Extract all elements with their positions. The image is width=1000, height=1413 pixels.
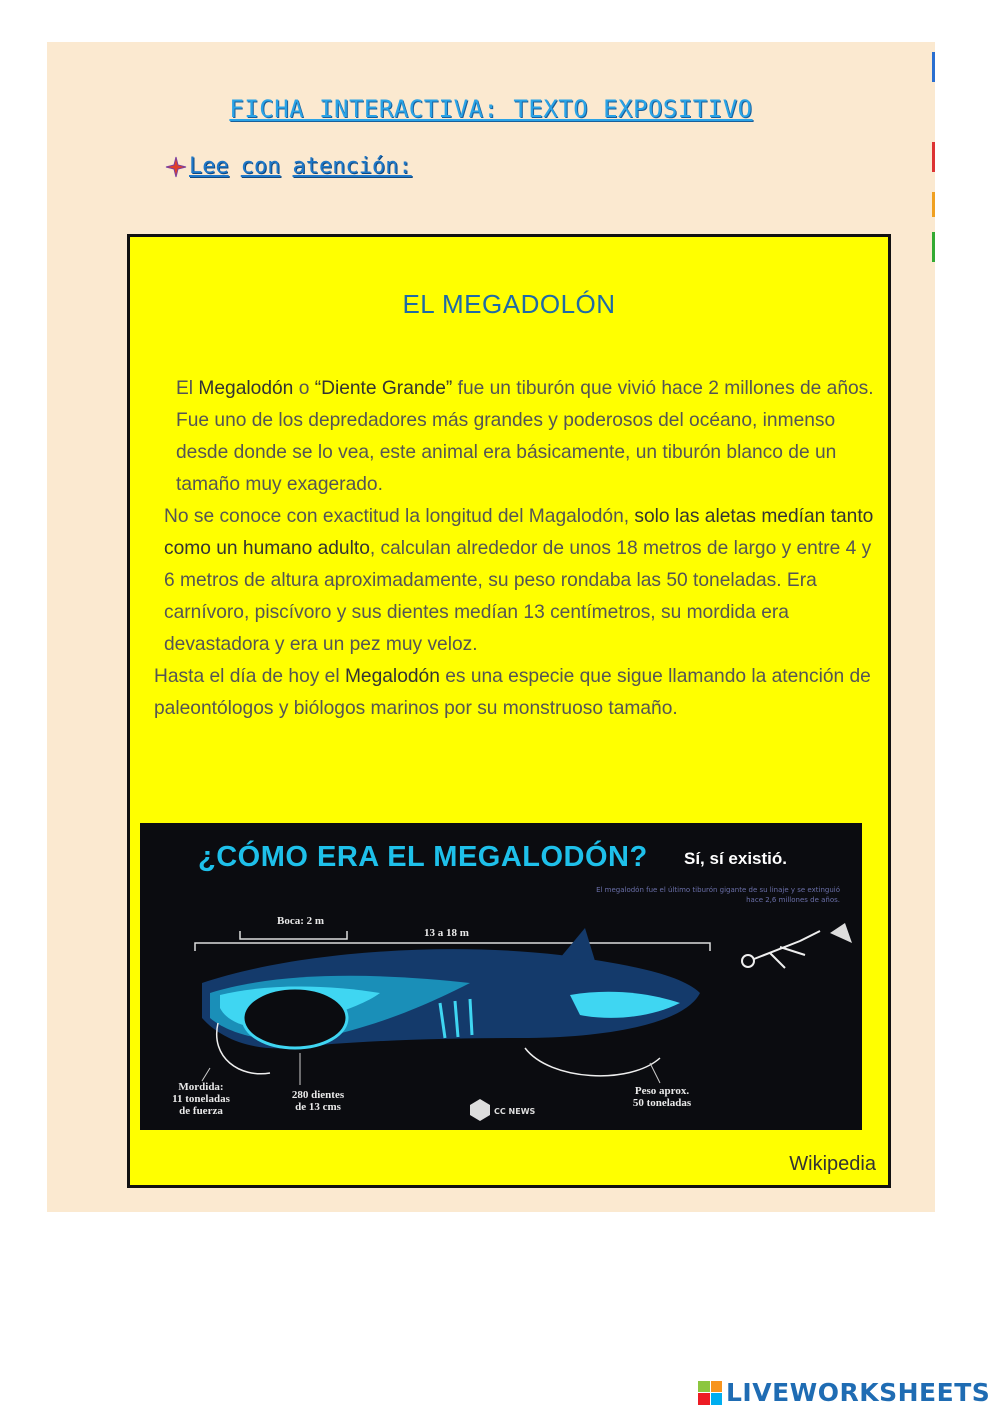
megalodon-infographic [140,823,862,1130]
instruction-word: atención: [292,154,412,179]
length-label: 13 a 18 m [424,927,469,939]
instruction-word: Lee [189,154,229,179]
teeth-label: 280 dientes de 13 cms [291,1089,345,1113]
infographic-title: ¿CÓMO ERA EL MEGALODÓN? [198,841,648,873]
star-bullet-icon [165,156,187,178]
reading-box [127,234,891,1188]
edge-mark-orange [932,192,935,217]
instruction-word: con [240,154,281,179]
infographic-subtitle: Sí, sí existió. [684,849,787,868]
liveworksheets-brand[interactable] [698,1378,990,1407]
bite-label: Mordida: 11 toneladas de fuerza [172,1081,230,1117]
paragraph-3: Hasta el día de hoy el Megalodón es una especie que sigue llamando la atención de paleontólogos y biólogos marinos por su monstruoso tamaño. [154,666,871,719]
mouth-size-label: Boca: 2 m [277,915,325,927]
worksheet-page [47,42,935,1212]
instruction-heading [165,154,422,179]
megalodon-illustration [140,823,862,1130]
article-body [140,373,878,725]
infographic-blurb: El megalodón fue el último tiburón gigante de su linaje y se extinguió hace 2,6 millones de años. [596,886,840,904]
liveworksheets-logo-icon [698,1381,722,1405]
paragraph-2: No se conoce con exactitud la longitud del Magalodón, solo las aletas medían tanto como un humano adulto, calculan alrededor de unos 18 metros de largo y entre 4 y 6 metros de altura aproximadamente, su peso rondaba las 50 toneladas. Era carnívoro, piscívoro y sus dientes medían 13 centímetros, su mordida era devastadora y era un pez muy veloz. [164,506,874,655]
edge-mark-red [932,142,935,172]
brand-name: LIVEWORKSHEETS [726,1378,991,1407]
article-heading: EL MEGADOLÓN [402,289,616,319]
paragraph-1: El Megalodón o “Diente Grande” fue un tiburón que vivió hace 2 millones de años. Fue uno de los depredadores más grandes y poderosos del océano, inmenso desde donde se lo vea, este animal era básicamente, un tiburón blanco de un tamaño muy exagerado. [176,378,874,495]
edge-mark-green [932,232,935,262]
credit-label: CC NEWS [494,1107,536,1116]
worksheet-title: FICHA INTERACTIVA: TEXTO EXPOSITIVO [229,95,753,123]
source-label: Wikipedia [789,1153,876,1175]
edge-mark-blue [932,52,935,82]
weight-label: Peso aprox. 50 toneladas [632,1085,692,1109]
